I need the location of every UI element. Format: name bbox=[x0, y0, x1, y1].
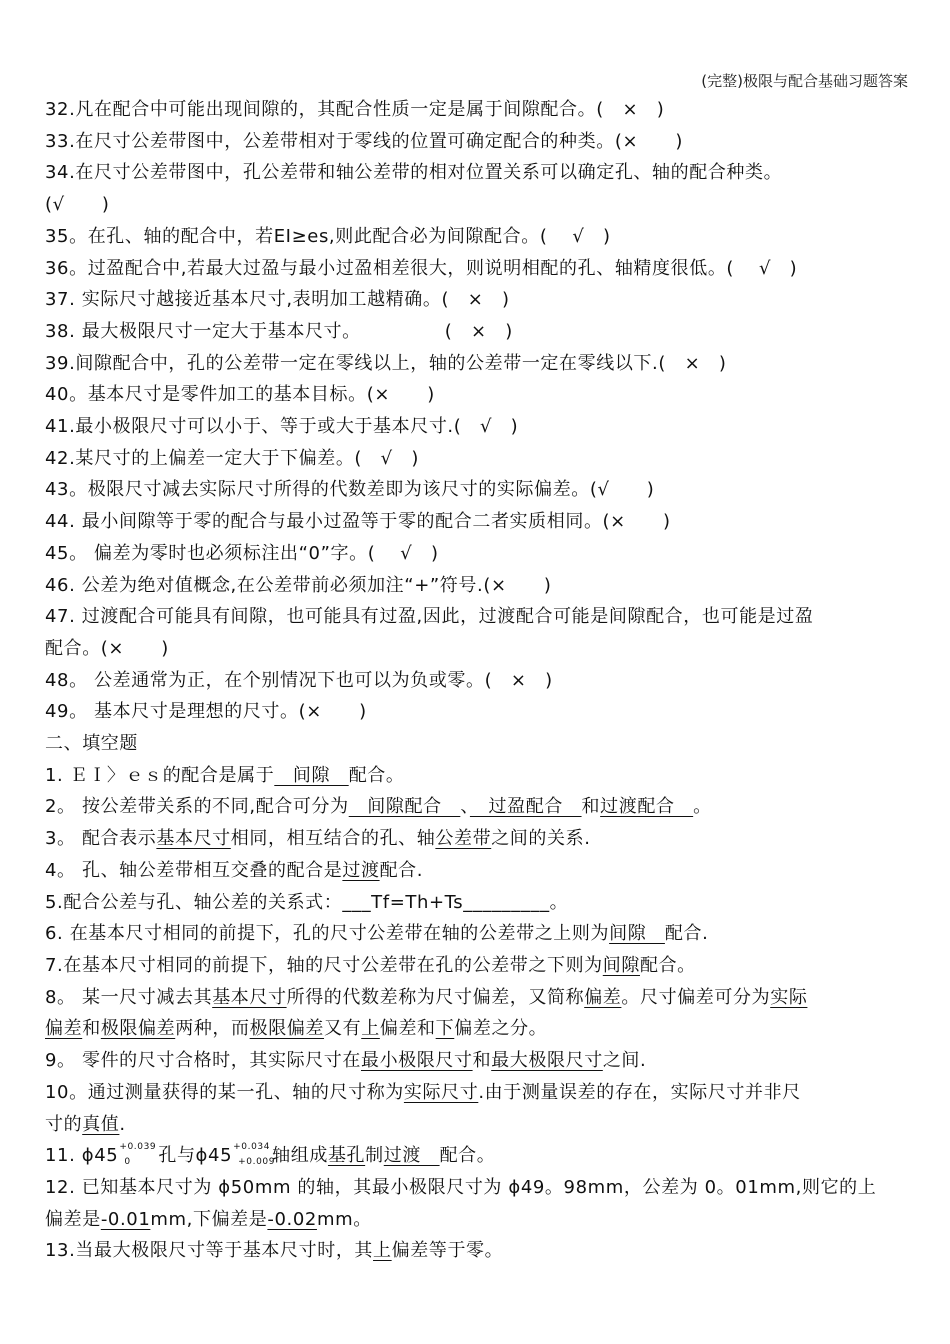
answer: -0.02 bbox=[267, 1208, 317, 1230]
answer: 间隙配合 bbox=[348, 796, 461, 818]
answer: 真值 bbox=[82, 1113, 120, 1135]
answer: 下 bbox=[435, 1018, 455, 1040]
answer: 基孔 bbox=[327, 1145, 366, 1167]
answer: 过盈配合 bbox=[469, 796, 582, 818]
judge-line: 36。过盈配合中,若最大过盈与最小过盈相差很大，则说明相配的孔、轴精度很低。( √ ) bbox=[45, 257, 798, 279]
answer: -0.01 bbox=[100, 1208, 151, 1230]
judge-line: 49。 基本尺寸是理想的尺寸。(× ) bbox=[45, 701, 367, 723]
answer: 实际 bbox=[770, 986, 808, 1008]
answer: 公差带 bbox=[435, 828, 492, 850]
fill-question-11: 11. ϕ45 +0.039 0 孔与ϕ45 +0.034 +0.009 轴组成基孔制过渡 配合。 bbox=[45, 1142, 496, 1168]
fill-question-6: 6. 在基本尺寸相同的前提下，孔的尺寸公差带在轴的公差带之上则为间隙 配合. bbox=[45, 923, 709, 945]
judge-line: 44. 最小间隙等于零的配合与最小过盈等于零的配合二者实质相同。(× ) bbox=[45, 511, 671, 533]
answer: 间隙 bbox=[602, 954, 640, 976]
answer: 实际尺寸 bbox=[403, 1081, 479, 1103]
answer: 间隙 bbox=[274, 764, 349, 786]
fill-question-1: 1. ＥＩ〉ｅｓ的配合是属于 间隙 配合。 bbox=[45, 764, 405, 786]
fill-question-8: 8。 某一尺寸减去其基本尺寸所得的代数差称为尺寸偏差，又简称偏差。尺寸偏差可分为实际 偏差和极限偏差两种，而极限偏差又有上偏差和下偏差之分。 bbox=[45, 986, 808, 1040]
fill-question-3: 3。 配合表示基本尺寸相同，相互结合的孔、轴公差带之间的关系. bbox=[45, 828, 591, 850]
answer: 上 bbox=[361, 1018, 380, 1040]
judge-line: 45。 偏差为零时也必须标注出“0”字。( √ ) bbox=[45, 542, 439, 564]
judge-line: 48。 公差通常为正，在个别情况下也可以为负或零。( × ) bbox=[45, 669, 553, 691]
answer: 极限偏差 bbox=[249, 1018, 325, 1040]
answer: 上 bbox=[373, 1240, 392, 1262]
fill-question-10: 10。通过测量获得的某一孔、轴的尺寸称为实际尺寸.由于测量误差的存在，实际尺寸并非尺 寸的真值. bbox=[45, 1081, 801, 1135]
answer: 过渡 bbox=[342, 859, 380, 881]
document-body bbox=[45, 94, 907, 1267]
judge-line: 40。基本尺寸是零件加工的基本目标。(× ) bbox=[45, 384, 435, 406]
judge-line: 33.在尺寸公差带图中，公差带相对于零线的位置可确定配合的种类。(× ) bbox=[45, 130, 683, 152]
fill-question-12: 12. 已知基本尺寸为 ϕ50mm 的轴，其最小极限尺寸为 ϕ49。98mm，公差为 0。01mm,则它的上 偏差是-0.01mm,下偏差是-0.02mm。 bbox=[45, 1176, 877, 1230]
fill-question-9: 9。 零件的尺寸合格时，其实际尺寸在最小极限尺寸和最大极限尺寸之间. bbox=[45, 1050, 647, 1072]
answer: 过渡配合 bbox=[600, 796, 694, 818]
answer: 基本尺寸 bbox=[212, 986, 287, 1008]
answer: 间隙 bbox=[609, 923, 665, 945]
shaft-tolerance: +0.034 +0.009 bbox=[233, 1142, 276, 1168]
answer: 偏差 bbox=[45, 1018, 83, 1040]
judge-line: 配合。(× ) bbox=[45, 637, 169, 659]
judge-line: 39.间隙配合中，孔的公差带一定在零线以上，轴的公差带一定在零线以下.( × ) bbox=[45, 352, 727, 374]
section-title: 二、填空题 bbox=[45, 733, 138, 755]
judge-line: 43。极限尺寸减去实际尺寸所得的代数差即为该尺寸的实际偏差。(√ ) bbox=[45, 479, 655, 501]
judge-line: 47. 过渡配合可能具有间隙，也可能具有过盈,因此，过渡配合可能是间隙配合，也可能是过盈 bbox=[45, 606, 814, 628]
fill-question-4: 4。 孔、轴公差带相互交叠的配合是过渡配合. bbox=[45, 859, 424, 881]
answer: 偏差 bbox=[584, 986, 622, 1008]
judge-line: 35。在孔、轴的配合中，若EI≥es,则此配合必为间隙配合。( √ ) bbox=[45, 225, 611, 247]
answer: 最大极限尺寸 bbox=[491, 1050, 603, 1072]
judge-line: 38. 最大极限尺寸一定大于基本尺寸。 ( × ) bbox=[45, 320, 513, 342]
judge-line: 41.最小极限尺寸可以小于、等于或大于基本尺寸.( √ ) bbox=[45, 416, 519, 438]
judge-line: 46. 公差为绝对值概念,在公差带前必须加注“+”符号.(× ) bbox=[45, 574, 552, 596]
judge-line: 37. 实际尺寸越接近基本尺寸,表明加工越精确。( × ) bbox=[45, 289, 510, 311]
fill-question-7: 7.在基本尺寸相同的前提下，轴的尺寸公差带在孔的公差带之下则为间隙配合。 bbox=[45, 954, 696, 976]
answer: 基本尺寸 bbox=[156, 828, 231, 850]
answer: 极限偏差 bbox=[100, 1018, 176, 1040]
fill-question-5: 5.配合公差与孔、轴公差的关系式：___Tf=Th+Ts_________。 bbox=[45, 891, 569, 913]
fill-question-13: 13.当最大极限尺寸等于基本尺寸时，其上偏差等于零。 bbox=[45, 1240, 504, 1262]
answer: 过渡 bbox=[383, 1145, 440, 1167]
hole-dimension: ϕ45 bbox=[81, 1145, 119, 1167]
judge-line: 32.凡在配合中可能出现间隙的，其配合性质一定是属于间隙配合。( × ) bbox=[45, 99, 665, 120]
shaft-dimension: ϕ45 bbox=[195, 1145, 233, 1167]
fill-question-2: 2。 按公差带关系的不同,配合可分为 间隙配合 、 过盈配合 和过渡配合 。 bbox=[45, 796, 712, 818]
page-header: (完整)极限与配合基础习题答案 bbox=[701, 72, 908, 90]
hole-tolerance: +0.039 0 bbox=[119, 1142, 157, 1168]
judge-line: 34.在尺寸公差带图中，孔公差带和轴公差带的相对位置关系可以确定孔、轴的配合种类。 bbox=[45, 162, 783, 184]
answer: 最小极限尺寸 bbox=[360, 1050, 473, 1072]
judge-line: 42.某尺寸的上偏差一定大于下偏差。( √ ) bbox=[45, 447, 419, 469]
judge-line: (√ ) bbox=[45, 194, 110, 216]
